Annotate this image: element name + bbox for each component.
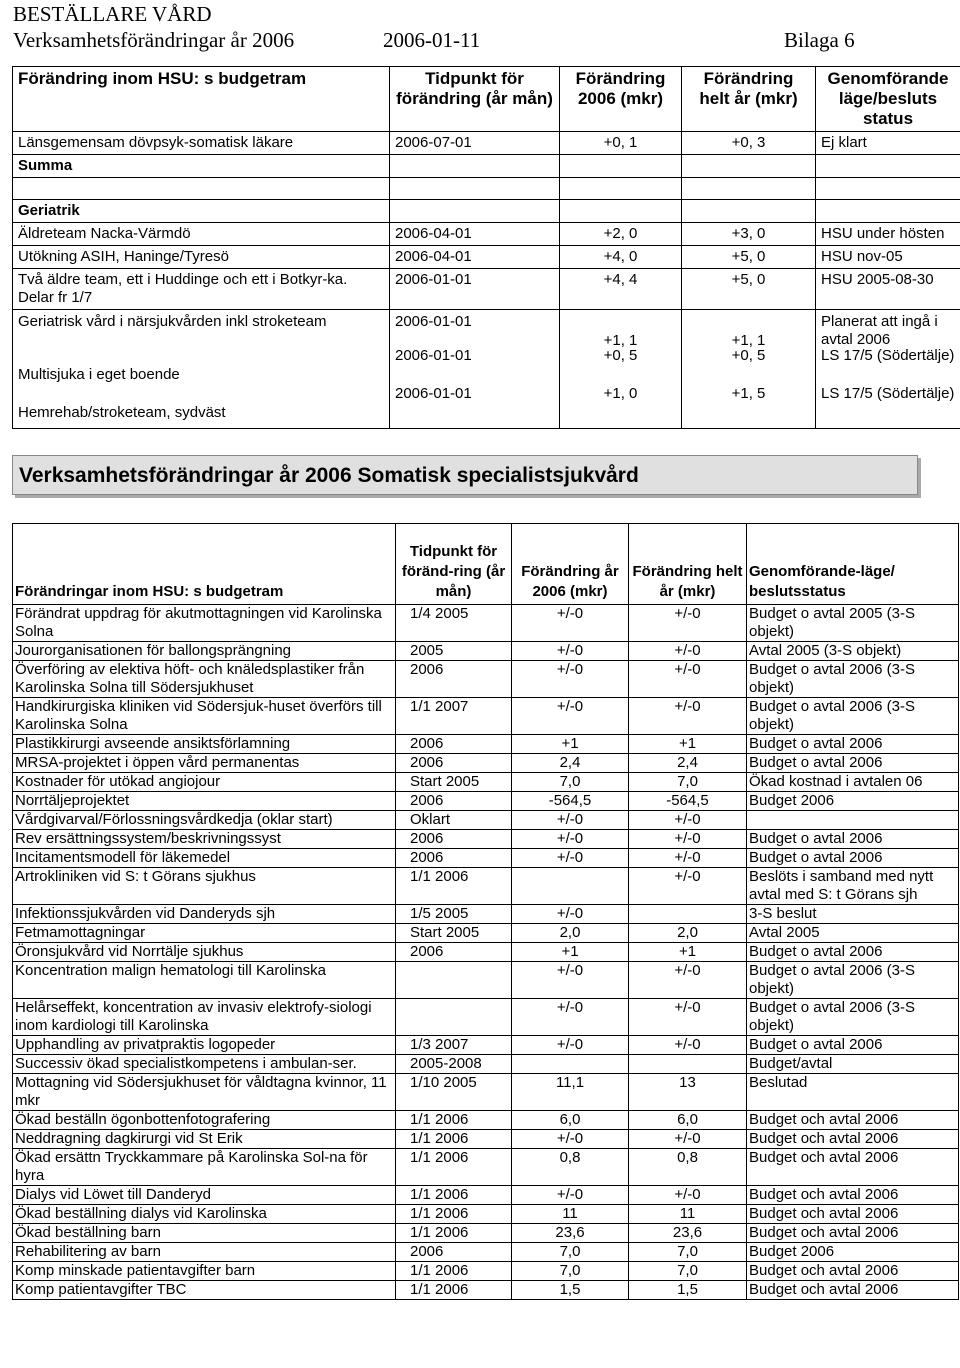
row-full-year xyxy=(629,905,747,924)
row-desc: Ökad ersättn Tryckkammare på Karolinska Sol-na för hyra xyxy=(13,1149,396,1186)
row-change-2006: +/-0 xyxy=(512,1186,629,1205)
row-time: 1/3 2007 xyxy=(396,1036,512,1055)
row-change-2006: 7,0 xyxy=(512,1243,629,1262)
header-full-year: Förändring helt år (mkr) xyxy=(682,67,816,132)
row-time: 2006 xyxy=(396,735,512,754)
row-change-2006: 0,8 xyxy=(512,1149,629,1186)
row-full-year: 23,6 xyxy=(629,1224,747,1243)
document-title: Verksamhetsförändringar år 2006 xyxy=(13,28,295,52)
row-desc: Successiv ökad specialistkompetens i ambulan-ser. xyxy=(13,1055,396,1074)
row-full-year: +/-0 xyxy=(629,605,747,642)
row-full-year: 2,0 xyxy=(629,924,747,943)
row-time: 2006 xyxy=(396,830,512,849)
row-desc: Ökad beställning dialys vid Karolinska xyxy=(13,1205,396,1224)
row-desc: Multisjuka i eget boende xyxy=(18,366,180,383)
row-desc: Rev ersättningssystem/beskrivningssyst xyxy=(13,830,396,849)
row-status: Ökad kostnad i avtalen 06 xyxy=(747,773,959,792)
row-time: 2006-01-01 xyxy=(395,313,472,330)
empty-cell xyxy=(816,200,960,223)
row-change-2006: +/-0 xyxy=(512,962,629,999)
document-date: 2006-01-11 xyxy=(383,28,481,52)
empty-cell xyxy=(560,155,682,178)
table-body xyxy=(13,605,959,1300)
row-desc: Kostnader för utökad angiojour xyxy=(13,773,396,792)
row-time: Oklart xyxy=(396,811,512,830)
row-change-2006 xyxy=(512,1055,629,1074)
table-row xyxy=(13,999,959,1036)
table-row xyxy=(13,924,959,943)
row-desc: Incitamentsmodell för läkemedel xyxy=(13,849,396,868)
row-status: Avtal 2005 xyxy=(747,924,959,943)
row-desc: Handkirurgiska kliniken vid Södersjuk-huset överförs till Karolinska Solna xyxy=(13,698,396,735)
row-desc: Jourorganisationen för ballongsprängning xyxy=(13,642,396,661)
row-full-year: 2,4 xyxy=(629,754,747,773)
row-time xyxy=(396,962,512,999)
row-status xyxy=(747,811,959,830)
row-desc: Rehabilitering av barn xyxy=(13,1243,396,1262)
row-full-year: +1 xyxy=(629,943,747,962)
row-status: Budget och avtal 2006 xyxy=(747,1205,959,1224)
row-time: 1/1 2006 xyxy=(396,1281,512,1300)
header-change-2006: Förändring år 2006 (mkr) xyxy=(512,524,629,605)
row-full-year: +0, 3 xyxy=(682,132,816,155)
row-status: Avtal 2005 (3-S objekt) xyxy=(747,642,959,661)
document-org-title: BESTÄLLARE VÅRD xyxy=(13,2,212,26)
row-change-2006: +2, 0 xyxy=(560,223,682,246)
table-row xyxy=(13,1036,959,1055)
row-status: Budget och avtal 2006 xyxy=(747,1281,959,1300)
row-full-year: +5, 0 xyxy=(682,269,816,310)
row-time: 2005 xyxy=(396,642,512,661)
row-full-year: +0, 5 xyxy=(731,347,766,364)
row-desc: Neddragning dagkirurgi vid St Erik xyxy=(13,1130,396,1149)
row-full-year: +/-0 xyxy=(629,999,747,1036)
row-change-2006: +1 xyxy=(512,735,629,754)
row-status: Budget och avtal 2006 xyxy=(747,1224,959,1243)
row-time: 2006-04-01 xyxy=(390,223,560,246)
row-change-2006: 11,1 xyxy=(512,1074,629,1111)
row-desc: Öronsjukvård vid Norrtälje sjukhus xyxy=(13,943,396,962)
row-full-year: +/-0 xyxy=(629,830,747,849)
row-time: 1/5 2005 xyxy=(396,905,512,924)
empty-cell xyxy=(682,155,816,178)
row-time: Start 2005 xyxy=(396,924,512,943)
table-row xyxy=(13,1243,959,1262)
spacer-row xyxy=(13,178,960,200)
row-status: Budget 2006 xyxy=(747,792,959,811)
row-full-year: +/-0 xyxy=(629,661,747,698)
table-row xyxy=(13,1111,959,1130)
section-banner: Verksamhetsförändringar år 2006 Somatisk specialistsjukvård xyxy=(12,455,918,495)
header-full-year: Förändring helt år (mkr) xyxy=(629,524,747,605)
row-change-2006: +/-0 xyxy=(512,905,629,924)
row-desc: Upphandling av privatpraktis logopeder xyxy=(13,1036,396,1055)
row-status: LS 17/5 (Södertälje) xyxy=(821,385,955,402)
row-full-year: +/-0 xyxy=(629,642,747,661)
row-desc: Infektionssjukvården vid Danderyds sjh xyxy=(13,905,396,924)
hsu-budget-table xyxy=(12,66,960,429)
row-change-2006: +/-0 xyxy=(512,999,629,1036)
table-row xyxy=(13,830,959,849)
row-change-2006 xyxy=(512,868,629,905)
empty-cell xyxy=(816,155,960,178)
table-row xyxy=(13,1055,959,1074)
row-time: 1/1 2006 xyxy=(396,1262,512,1281)
multi-fullyear-cell xyxy=(682,310,816,429)
row-desc: Helårseffekt, koncentration av invasiv elektrofy-siologi inom kardiologi till Karolinska xyxy=(13,999,396,1036)
table-row xyxy=(13,868,959,905)
row-desc: Dialys vid Löwet till Danderyd xyxy=(13,1186,396,1205)
row-desc: MRSA-projektet i öppen vård permanentas xyxy=(13,754,396,773)
row-status: Budget o avtal 2006 (3-S objekt) xyxy=(747,661,959,698)
row-full-year: +/-0 xyxy=(629,698,747,735)
row-status: Budget o avtal 2006 (3-S objekt) xyxy=(747,999,959,1036)
table-row xyxy=(13,1262,959,1281)
attachment-label: Bilaga 6 xyxy=(784,28,855,52)
table-row xyxy=(13,943,959,962)
table-row xyxy=(13,849,959,868)
table-row xyxy=(13,792,959,811)
table-row xyxy=(13,1224,959,1243)
row-full-year: 7,0 xyxy=(629,1262,747,1281)
row-desc: Ökad beställn ögonbottenfotografering xyxy=(13,1111,396,1130)
row-full-year: 1,5 xyxy=(629,1281,747,1300)
row-change-2006: +4, 4 xyxy=(560,269,682,310)
empty-cell xyxy=(816,178,960,200)
table-row xyxy=(13,698,959,735)
row-time: 2006-01-01 xyxy=(390,269,560,310)
row-status: Budget och avtal 2006 xyxy=(747,1186,959,1205)
multi-time-cell xyxy=(390,310,560,429)
empty-cell xyxy=(560,200,682,223)
table-row xyxy=(13,132,960,155)
row-change-2006: +/-0 xyxy=(512,1130,629,1149)
row-status: Budget/avtal xyxy=(747,1055,959,1074)
row-status: 3-S beslut xyxy=(747,905,959,924)
row-time: 1/4 2005 xyxy=(396,605,512,642)
row-time: 2006 xyxy=(396,754,512,773)
row-status: Beslutad xyxy=(747,1074,959,1111)
row-change-2006: +1, 1 xyxy=(603,332,638,349)
row-full-year: +3, 0 xyxy=(682,223,816,246)
row-desc: Länsgemensam dövpsyk-somatisk läkare xyxy=(13,132,390,155)
row-time: 2006 xyxy=(396,943,512,962)
row-desc: Vårdgivarval/Förlossningsvårdkedja (oklar start) xyxy=(13,811,396,830)
table-row xyxy=(13,269,960,310)
row-time: 2006 xyxy=(396,661,512,698)
row-time: 2006-01-01 xyxy=(395,347,472,364)
row-full-year: 11 xyxy=(629,1205,747,1224)
row-change-2006: 11 xyxy=(512,1205,629,1224)
row-desc: Fetmamottagningar xyxy=(13,924,396,943)
row-full-year: +/-0 xyxy=(629,868,747,905)
row-time: 1/1 2006 xyxy=(396,1186,512,1205)
row-time: 2006-07-01 xyxy=(390,132,560,155)
row-change-2006: 23,6 xyxy=(512,1224,629,1243)
row-time: 1/1 2006 xyxy=(396,868,512,905)
header-time: Tidpunkt för förändring (år mån) xyxy=(390,67,560,132)
table-row xyxy=(13,246,960,269)
summa-row xyxy=(13,155,960,178)
row-full-year: 0,8 xyxy=(629,1149,747,1186)
row-full-year: 7,0 xyxy=(629,773,747,792)
header-change-2006: Förändring 2006 (mkr) xyxy=(560,67,682,132)
row-time: 1/1 2006 xyxy=(396,1111,512,1130)
section-geriatrik: Geriatrik xyxy=(13,200,390,223)
row-status: Budget o avtal 2006 xyxy=(747,849,959,868)
header-change-desc: Förändringar inom HSU: s budgetram xyxy=(13,524,396,605)
row-desc: Geriatrisk vård i närsjukvården inkl stroketeam xyxy=(18,313,327,330)
table-header-row xyxy=(13,524,959,605)
empty-cell xyxy=(682,178,816,200)
row-change-2006: +1 xyxy=(512,943,629,962)
empty-cell xyxy=(13,178,390,200)
row-status: Budget och avtal 2006 xyxy=(747,1149,959,1186)
row-status: Budget o avtal 2006 xyxy=(747,1036,959,1055)
table-row xyxy=(13,1074,959,1111)
row-change-2006: +1, 0 xyxy=(603,385,638,402)
table-row xyxy=(13,754,959,773)
row-time: 2006-01-01 xyxy=(395,385,472,402)
row-change-2006: +/-0 xyxy=(512,1036,629,1055)
row-change-2006: +0, 1 xyxy=(560,132,682,155)
row-change-2006: 6,0 xyxy=(512,1111,629,1130)
row-desc: Norrtäljeprojektet xyxy=(13,792,396,811)
row-change-2006: +/-0 xyxy=(512,605,629,642)
row-change-2006: +/-0 xyxy=(512,661,629,698)
row-time xyxy=(396,999,512,1036)
row-full-year xyxy=(629,1055,747,1074)
row-change-2006: +0, 5 xyxy=(603,347,638,364)
row-desc: Överföring av elektiva höft- och knäledsplastiker från Karolinska Solna till Södersjukhuset xyxy=(13,661,396,698)
multi-status-cell xyxy=(816,310,960,429)
multi-desc-cell xyxy=(13,310,390,429)
row-change-2006: +/-0 xyxy=(512,830,629,849)
table-row xyxy=(13,1186,959,1205)
section-row xyxy=(13,200,960,223)
table-row xyxy=(13,605,959,642)
row-desc: Plastikkirurgi avseende ansiktsförlamning xyxy=(13,735,396,754)
row-time: 2006 xyxy=(396,849,512,868)
table-row xyxy=(13,1149,959,1186)
row-desc: Mottagning vid Södersjukhuset för våldtagna kvinnor, 11 mkr xyxy=(13,1074,396,1111)
header-status: Genomförande-läge/ beslutsstatus xyxy=(747,524,959,605)
empty-cell xyxy=(390,200,560,223)
row-full-year: 7,0 xyxy=(629,1243,747,1262)
row-time: 1/1 2006 xyxy=(396,1224,512,1243)
empty-cell xyxy=(560,178,682,200)
row-status: Budget o avtal 2006 (3-S objekt) xyxy=(747,962,959,999)
table-row xyxy=(13,642,959,661)
table-row xyxy=(13,905,959,924)
row-full-year: +/-0 xyxy=(629,1130,747,1149)
table-row xyxy=(13,661,959,698)
row-change-2006: 2,4 xyxy=(512,754,629,773)
row-full-year: +1 xyxy=(629,735,747,754)
row-status: Ej klart xyxy=(816,132,960,155)
row-full-year: +1, 5 xyxy=(731,385,766,402)
row-change-2006: +/-0 xyxy=(512,698,629,735)
table-row xyxy=(13,811,959,830)
row-time: 1/1 2007 xyxy=(396,698,512,735)
row-status: HSU nov-05 xyxy=(816,246,960,269)
row-time: 1/1 2006 xyxy=(396,1149,512,1186)
empty-cell xyxy=(390,178,560,200)
table-row xyxy=(13,1205,959,1224)
row-full-year: +/-0 xyxy=(629,962,747,999)
row-status: Budget o avtal 2006 xyxy=(747,754,959,773)
table-row xyxy=(13,1130,959,1149)
row-status: HSU under hösten xyxy=(816,223,960,246)
row-full-year: +1, 1 xyxy=(731,332,766,349)
row-change-2006: +/-0 xyxy=(512,849,629,868)
header-time: Tidpunkt för föränd-ring (år mån) xyxy=(396,524,512,605)
table-row xyxy=(13,223,960,246)
row-full-year: 6,0 xyxy=(629,1111,747,1130)
table-row xyxy=(13,773,959,792)
header-status: Genomförande läge/besluts status xyxy=(816,67,960,132)
row-status: Budget o avtal 2005 (3-S objekt) xyxy=(747,605,959,642)
row-full-year: -564,5 xyxy=(629,792,747,811)
summa-label: Summa xyxy=(13,155,390,178)
row-time: 1/1 2006 xyxy=(396,1205,512,1224)
row-status: HSU 2005-08-30 xyxy=(816,269,960,310)
row-status: Planerat att ingå i avtal 2006 xyxy=(821,313,938,348)
row-desc: Två äldre team, ett i Huddinge och ett i Botkyr-ka. Delar fr 1/7 xyxy=(13,269,390,310)
table-row xyxy=(13,735,959,754)
table-row xyxy=(13,1281,959,1300)
row-change-2006: 1,5 xyxy=(512,1281,629,1300)
empty-cell xyxy=(390,155,560,178)
table-row xyxy=(13,310,960,429)
row-desc: Hemrehab/stroketeam, sydväst xyxy=(18,404,226,421)
multi-change-cell xyxy=(560,310,682,429)
row-status: Budget o avtal 2006 xyxy=(747,830,959,849)
row-status: Budget och avtal 2006 xyxy=(747,1262,959,1281)
row-change-2006: +4, 0 xyxy=(560,246,682,269)
row-time: 1/10 2005 xyxy=(396,1074,512,1111)
row-full-year: +/-0 xyxy=(629,811,747,830)
row-time: 2006 xyxy=(396,792,512,811)
row-full-year: +/-0 xyxy=(629,1036,747,1055)
row-status: Budget o avtal 2006 xyxy=(747,735,959,754)
row-status: LS 17/5 (Södertälje) xyxy=(821,347,955,364)
row-change-2006: 7,0 xyxy=(512,1262,629,1281)
row-desc: Utökning ASIH, Haninge/Tyresö xyxy=(13,246,390,269)
row-change-2006: +/-0 xyxy=(512,811,629,830)
row-desc: Koncentration malign hematologi till Karolinska xyxy=(13,962,396,999)
row-desc: Ökad beställning barn xyxy=(13,1224,396,1243)
row-time: 2006 xyxy=(396,1243,512,1262)
row-change-2006: +/-0 xyxy=(512,642,629,661)
row-change-2006: 7,0 xyxy=(512,773,629,792)
row-desc: Komp minskade patientavgifter barn xyxy=(13,1262,396,1281)
row-status: Budget och avtal 2006 xyxy=(747,1111,959,1130)
row-change-2006: -564,5 xyxy=(512,792,629,811)
row-full-year: +5, 0 xyxy=(682,246,816,269)
row-time: Start 2005 xyxy=(396,773,512,792)
row-full-year: 13 xyxy=(629,1074,747,1111)
row-change-2006: 2,0 xyxy=(512,924,629,943)
empty-cell xyxy=(682,200,816,223)
row-status: Budget 2006 xyxy=(747,1243,959,1262)
somatic-care-table xyxy=(12,523,959,1300)
row-time: 2005-2008 xyxy=(396,1055,512,1074)
row-status: Budget och avtal 2006 xyxy=(747,1130,959,1149)
row-desc: Komp patientavgifter TBC xyxy=(13,1281,396,1300)
row-status: Budget o avtal 2006 xyxy=(747,943,959,962)
row-desc: Äldreteam Nacka-Värmdö xyxy=(13,223,390,246)
row-full-year: +/-0 xyxy=(629,849,747,868)
row-full-year: +/-0 xyxy=(629,1186,747,1205)
header-change-desc: Förändring inom HSU: s budgetram xyxy=(13,67,390,132)
table-header-row xyxy=(13,67,960,132)
row-desc: Artrokliniken vid S: t Görans sjukhus xyxy=(13,868,396,905)
row-desc: Förändrat uppdrag för akutmottagningen vid Karolinska Solna xyxy=(13,605,396,642)
table-row xyxy=(13,962,959,999)
row-status: Beslöts i samband med nytt avtal med S: t Görans sjh xyxy=(747,868,959,905)
row-status: Budget o avtal 2006 (3-S objekt) xyxy=(747,698,959,735)
row-time: 2006-04-01 xyxy=(390,246,560,269)
row-time: 1/1 2006 xyxy=(396,1130,512,1149)
